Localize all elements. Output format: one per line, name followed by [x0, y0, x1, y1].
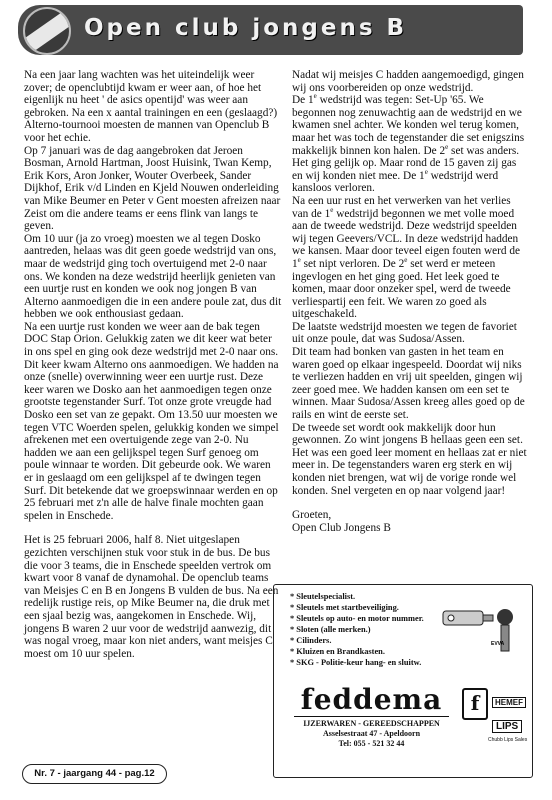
signature: Open Club Jongens B [292, 521, 391, 534]
paragraph: Nadat wij meisjes C hadden aangemoedigd, gingen wij ons voorbereiden op onze wedstrijd. [292, 69, 524, 94]
paragraph: Na een uurtje rust konden we weer aan de bak tegen DOC Stap Orion. Gelukkig zaten we dit keer wat beter in ons spel en ging ook deze wedstrijd met 2-0 naar ons. Dit keer kwam Alterno ons aanmoedigen. We hadden na onze (snelle) overwinning weer een uurtje rust. Deze keer waren we Dosko aan het aanmoedigen tegen onze grootste tegenstander Surf. Tot onze grote vreugde had Dosko een set van ze gepakt. Om 13.50 uur moesten we tegen VTC Woerden spelen, gelukkig konden we simpel afrekenen met een overtuigende zege van 2-0. Nu hadden we aan een gelijkspel tegen Surf genoeg om poule winnaar te worden. Dit gebeurde ook. We waren er in geslaagd om een gelijkspel af te dwingen tegen Surf. Dit betekende dat we groepswinnaar werden en op 25 februari met z'n alle de halve finale mochten gaan spelen in Enschede. [24, 320, 279, 522]
page-footer: Nr. 7 - jaargang 44 - pag.12 [22, 764, 167, 784]
brand-phone: Tel: 055 - 521 32 44 [338, 739, 405, 748]
list-item: * SKG - Politie-keur hang- en sluitw. [290, 657, 440, 668]
keys-icon [439, 597, 525, 657]
club-logo-icon [23, 7, 71, 55]
paragraph: Om 10 uur (ja zo vroeg) moesten we al tegen Dosko aantreden, helaas was dit geen goede wedstrijd van ons, maar de wedstrijd ging toch overtuigend met 2-0 naar ons. We konden na deze wedstrijd heerlijk genieten van een uurtje rust en konden we ook nog jongen B van Alterno aanmoedigen die in een andere poule zat, dus dit hebben we ook enthousiast gedaan. [24, 232, 282, 321]
list-item: * Sleutels met startbeveiliging. [290, 602, 440, 613]
paragraph: De tweede set wordt ook makkelijk door hun gewonnen. Zo wint jongens B hellaas geen een set. Het was een goed leer moment en hellaas zat er niet meer in. De tegenstanders waren erg sterk en wij konden niet brengen, wat wij de vorige ronde wel konden. Snel vergeten en op naar volgend jaar! [292, 421, 527, 497]
list-item: * Cilinders. [290, 635, 440, 646]
lips-caption: Chubb Lips Sales [488, 737, 528, 743]
paragraph: Na een uur rust en het verwerken van het verlies van de 1e wedstrijd begonnen we met volle moed aan de tweede wedstrijd. Deze wedstrijd speelden wij tegen Geevers/VCL. In deze wedstrijd hadden we kansen. Maar door teveel eigen fouten werd de 1e set nipt verloren. De 2e set werd er meteen ingevlogen en het ging goed. Het leek goed te komen, maar door onzeker spel, werd de tweede verliespartij een feit. We waren zo goed als uitgeschakeld. [292, 194, 521, 321]
hemef-logo: HEMEF [492, 697, 526, 708]
lips-logo: LIPS [492, 720, 522, 733]
brand-logo-icon: f [462, 688, 488, 720]
paragraph: Dit team had bonken van gasten in het team en waren goed op elkaar ingespeeld. Doordat wij niks te verliezen hadden en vrij uit speelden, gingen wij zeer goed mee. We hadden kansen om een set te winnen. Maar Sudosa/Assen kreeg alles goed op de rails en wint de eerste set. [292, 346, 525, 422]
list-item: * Sloten (alle merken.) [290, 624, 440, 635]
list-item: * Kluizen en Brandkasten. [290, 646, 440, 657]
paragraph: De 1e wedstrijd was tegen: Set-Up '65. We begonnen nog zenuwachtig aan de wedstrijd en we kwamen snel achter. We konden wel terug komen, maar het was toch de tegenstander die set enigszins makkelijk binnen kon halen. De 2e set was anders. Het ging gelijk op. Maar rond de 15 gaven zij gas en wij konden niet mee. De 1e wedstrijd werd kansloos verloren. [292, 92, 525, 195]
advertisement [273, 584, 533, 778]
paragraph: De laatste wedstrijd moesten we tegen de favoriet uit onze poule, dat was Sudosa/Assen. [292, 320, 517, 346]
brand-address: Asselsestraat 47 - Apeldoorn [322, 729, 421, 738]
brand-tagline: IJZERWAREN - GEREEDSCHAPPEN [303, 719, 440, 728]
brand-block [284, 685, 459, 749]
paragraph: Het is 25 februari 2006, half 8. Niet uitgeslapen gezichten verschijnen stuk voor stuk in de bus. De bus die voor 3 teams, die in Enschede speelden vertrok om kwart voor 8 vanaf de dynamohal. De openclub teams van Meisjes C en B en Jongens B vulden de bus. Na een redelijk rustige reis, op Mike Beumer na, die druk met een sjaal bezig was, aangekomen in Enschede. Wij, jongens B waren 2 uur voor de wedstrijd aanwezig, dit was nogal vroeg, maar kon niet anders, want meisjes C moest om 10 uur spelen. [24, 534, 279, 660]
paragraph: Op 7 januari was de dag aangebroken dat Jeroen Bosman, Arnold Hartman, Joost Huisink, Twan Kemp, Erik Kors, Aron Jonker, Wouter Overbeek, Sander Dijkhof, Erik v/d Linden en Kjeld Nouwen onderleiding van Mike Beumer en Peter v Gent moesten afreizen naar Zeist om die andere teams er eens flink van langs te geven. [24, 144, 281, 233]
list-item: * Sleutelspecialist. [290, 591, 440, 602]
page-title: Open club jongens B [84, 15, 408, 41]
brand-name: feddema [300, 683, 443, 716]
article-left-column [24, 69, 282, 660]
list-item: * Sleutels op auto- en motor nummer. [290, 613, 440, 624]
greeting: Groeten, [292, 509, 332, 522]
evva-label: EVVA [491, 641, 505, 647]
paragraph: Na een jaar lang wachten was het uiteindelijk weer zover; de openclubtijd kwam er weer aan, of hoe het eigenlijk nu heet ' de asics opentijd' was weer aan gebroken. Na een x aantal trainingen en een (geslaagd?) Alterno-tournooi moesten de mannen van Openclub B voor het echie. [24, 69, 278, 144]
article-right-column [292, 69, 528, 534]
divider [294, 716, 449, 717]
ad-list [282, 591, 440, 668]
